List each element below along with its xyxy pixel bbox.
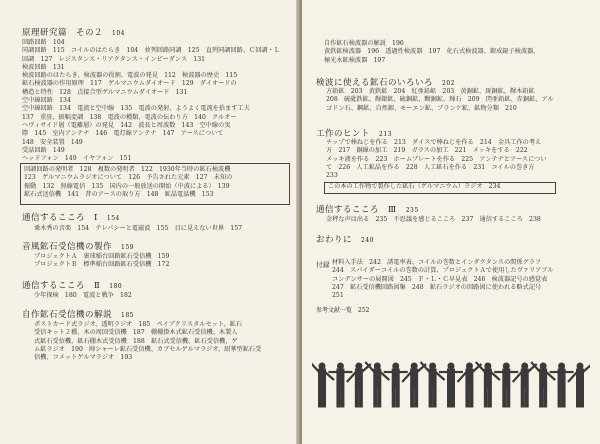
- section-title-hints: 工作のヒント 213: [316, 129, 392, 139]
- toc-line: ゴドン石、鋼鉱、自然銀、モーエン鉱、ブランケ鉱、鉱物分類 210: [326, 104, 517, 112]
- toc-line: 空中線回路 134: [22, 97, 71, 105]
- signal-figure: [513, 363, 537, 407]
- section-title-receiver-build: 音風鉱石受信機の製作 159: [22, 242, 134, 252]
- toc-line: 方 217 銅線の加工 219 ガラスの加工 221 メッキをする 222: [326, 147, 528, 155]
- toc-line: ム鉱ラジオ 190 陣シャーレ鉱石受信機、カブセルゲルマラジオ、紹華型鉱石受: [34, 345, 262, 353]
- toc-line: 247 鉱石受信機回路図集 248 鉱石ラジオの回路図に使われる略式記号: [332, 283, 542, 291]
- signal-figure: [365, 362, 389, 407]
- signal-figure: [384, 363, 408, 407]
- toc-line: 方鉛鉱 203 黄鉄鉱 204 紅亜鉛鉱 203 黄銅鉱、斑銅鉱、輝木鉛鉱: [326, 88, 535, 95]
- toc-line: 金秤な声は出る 235 不思議を感じるこころ 237 通信するこころ 238: [326, 216, 541, 223]
- signal-figure: [568, 363, 590, 407]
- receiver-build-entries: [34, 253, 169, 270]
- toc-line: 208 硫砒鉄鉱、輝銀鉱、硫銅鉱、黝銅鉱、輝石 209 閃亜鉛鉱、赤銅鉱、アル: [326, 96, 554, 104]
- signal-figure: [476, 362, 500, 407]
- communicate-2-entries: [34, 292, 132, 300]
- toc-line: ヘヴィサイド層（電離層）の発見 142 波長と周波数 143 空中線の実: [22, 121, 231, 129]
- toc-line: 233: [326, 172, 338, 180]
- toc-line: ポストカード式ラジオ、透明ラジオ 185 ペイブクリスタルセット、鉱石: [34, 321, 243, 328]
- toc-line: ヘッドフォン 149 イヤフォン 151: [22, 155, 132, 163]
- section-title-principles-2: 原理研究篇 その２ 104: [22, 28, 125, 38]
- toc-line: 材料入手法 242 誘電率表、コイルの巻数とインダクタンスの関係グラフ: [332, 259, 542, 266]
- section-title-communicate-2: 通信するこころ Ⅱ 180: [22, 281, 123, 291]
- toc-line: 137 重畳、振幅変調 138 電波の種類、電波の伝わり方 140 クルオー: [22, 113, 237, 121]
- toc-line: プロジェクトＢ 標準稲台回路鉱石受信機 172: [34, 261, 170, 269]
- signal-figure: [347, 363, 371, 407]
- section-title-communicate-3: 通信するこころ Ⅲ 235: [316, 205, 419, 215]
- toc-line: 同調回路 115 コイルのはたらき 104 並列回路同調 125 直列同調回路、Ｃ回調・Ｌ: [22, 47, 280, 55]
- toc-line: 受話回路 149: [22, 146, 65, 154]
- section-title-communicate-1: 通信するこころ Ⅰ 154: [22, 213, 120, 223]
- figure-illustration: [312, 352, 590, 414]
- toc-line: 乗木秀の音楽 154 テレパシーと電磁波 155 目に見えない世界 157: [34, 225, 243, 232]
- communicate-3-entries: [326, 216, 541, 224]
- toc-line: 251: [332, 292, 344, 300]
- toc-line: 際 145 室内アンテナ 146 電灯線アンテナ 147 アースについて: [22, 130, 224, 138]
- box-entries: [24, 166, 232, 199]
- toc-line: て 226 人工鉱晶を作る 228 人工鉱石を作る 231 コイルの巻き方: [326, 163, 535, 171]
- toc-line: 回調 127 レジスタンス・リアクタンス・インピーダンス 131: [22, 55, 206, 63]
- signal-figure: [531, 362, 555, 407]
- toc-line: 148 安全装置 149: [22, 138, 83, 146]
- toc-line: 244 スパイダーコイルの巻数の計算、プロジェクトＡで使用したヴァリアブル: [332, 267, 554, 275]
- toc-line: 検波回路のはたらき、検波器の役割、電波の発見 112 検波器の歴史 115: [22, 72, 238, 80]
- toc-line: 鉱石検波器の作用原理 117 ゲルマニウムダイオード 129 ダイオードの: [22, 80, 237, 88]
- toc-line: 回調回路の発明者 128 複数の発明者 122 1930年当時の鉱石検波機: [24, 166, 231, 173]
- toc-line: 鉱石式送信機 141 昔のアースの取り方 148 鉱晶電話機 153: [24, 190, 214, 198]
- hints-entries: [326, 139, 547, 180]
- toc-line: 自作鉱石検波器の解説 196: [324, 40, 404, 47]
- signal-figure: [402, 363, 426, 407]
- toc-line: 回路回路 104: [22, 39, 65, 46]
- section-title-afterword: おわりに 240: [316, 235, 374, 245]
- section-title-self-made: 自作鉱石受信機の解説 185: [22, 310, 134, 320]
- references: 参考文献一覧 252: [316, 307, 370, 314]
- appendix-entries: [332, 259, 554, 300]
- toc-line: 極光永鉱検波器 197: [324, 56, 386, 64]
- signal-figure: [494, 363, 518, 407]
- signal-figure: [550, 363, 574, 407]
- signal-figure: [457, 363, 481, 407]
- toc-line: コンデンサーの展開図 245 Ｆ・Ｌ・Ｃ早見表 246 検波器記号の感覚表: [332, 275, 548, 283]
- hint-box-text: この本の工作物で製作した鉱石（ゲルマニウム）ラジオ 234: [328, 183, 501, 190]
- communicate-1-entries: [34, 225, 242, 233]
- toc-line: 式鉱石受信機、鉱石棚木式受信機 188 鉱石式受信機、鉱石受信機、ゲ: [34, 337, 238, 345]
- toc-line: 振動 132 無線電信 135 国内の一般放送の開始（中波による） 139: [24, 182, 230, 190]
- toc-line: 構造と特性 128 点接合型ゲルマニウムダイオード 131: [22, 88, 188, 96]
- right-page: [302, 0, 600, 444]
- section-title-minerals: 検波に使える鉱石のいろいろ 202: [316, 78, 455, 88]
- principles-entries: [22, 39, 280, 163]
- toc-line: 空中線回路 134 電流と空中線 135 電波の発射、ようよく電流を拾ます工夫: [22, 105, 250, 113]
- signal-figure: [312, 362, 334, 407]
- toc-line: 少年探検 180 電波と戦争 182: [34, 292, 132, 299]
- toc-line: 信機、コメットゲルマラジオ 193: [34, 354, 133, 362]
- signal-figure: [328, 363, 352, 407]
- toc-line: 黄鉄鉱検波器 196 透過性検波器 197 化石式検波器、銀成鏡子検波器、: [324, 48, 540, 56]
- appendix-label: 付録: [316, 261, 330, 269]
- toc-line: 検波回路 131: [22, 63, 65, 71]
- toc-line: 受信キット２種、木の周回受信機 187 棚棚掛木式鉱石受信機、木製人: [34, 329, 238, 337]
- toc-line: メッキ液を作る 223 ホームプレートを作る 225 アンテナとアースについ: [326, 155, 547, 163]
- signal-figure: [421, 362, 445, 407]
- toc-line: 123 ゲルマニウムラジオについて 126 予告された元素 127 未知の: [24, 174, 233, 182]
- self-made-entries: [34, 321, 261, 362]
- signal-figure: [439, 363, 463, 407]
- detector-entries: [324, 40, 539, 65]
- minerals-entries: [326, 88, 554, 113]
- toc-line: プロジェクトＡ 裏球稲台回路鉱石受信機 159: [34, 253, 170, 260]
- toc-line: チップで棒ねじを作る 213 ダイスで棒ねじを作る 214 金具工作の考え: [326, 139, 542, 146]
